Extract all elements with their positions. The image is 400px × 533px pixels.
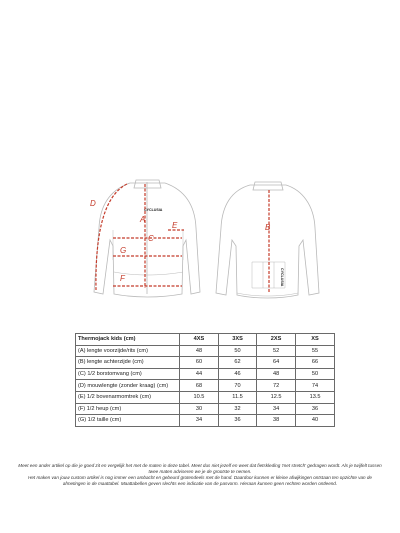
table-header-row: [76, 334, 335, 346]
table-cell: 50: [218, 345, 256, 357]
row-label: (A) lengte voorzijde/rits (cm): [76, 345, 180, 357]
table-cell: 74: [296, 380, 335, 392]
size-table: [75, 333, 335, 427]
table-cell: 48: [257, 368, 296, 380]
label-f: F: [120, 274, 125, 283]
table-row: [76, 391, 335, 403]
table-cell: 36: [218, 415, 256, 427]
label-d: D: [90, 199, 96, 208]
table-cell: 48: [180, 345, 219, 357]
header-cell: 3XS: [218, 334, 256, 346]
row-label: (D) mouwlengte (zonder kraag) (cm): [76, 380, 180, 392]
table-cell: 12.5: [257, 391, 296, 403]
table-cell: 40: [296, 415, 335, 427]
note-line-1: Meet een ander artikel op die je goed zit en vergelijk het met de maten in deze tabel. Meet dus niet jezelf en weet dat fietskleding 'met stretch' gedragen wordt. Als je twijfelt tussen: [18, 463, 382, 468]
table-row: [76, 415, 335, 427]
table-cell: 11.5: [218, 391, 256, 403]
table-cell: 34: [180, 415, 219, 427]
note-line-2: twee maten adviseren we je de grootste te nemen.: [148, 469, 252, 475]
row-label: (C) 1/2 borstomvang (cm): [76, 368, 180, 380]
table-cell: 62: [218, 357, 256, 369]
back-logo: CYCLUSIA: [280, 268, 284, 287]
row-label: (E) 1/2 bovenarmomtrek (cm): [76, 391, 180, 403]
table-row: [76, 380, 335, 392]
table-cell: 72: [257, 380, 296, 392]
table-cell: 50: [296, 368, 335, 380]
table-row: [76, 368, 335, 380]
table-cell: 52: [257, 345, 296, 357]
note-line-3: Het maken van jouw custom artikel is nog immer een ambacht en gebeurd grotendeels met de hand. Daardoor kunnen er kleine afwijkingen ontstaan ten opzichte van de: [28, 475, 372, 481]
table-cell: 68: [180, 380, 219, 392]
label-a: A: [140, 215, 146, 224]
table-row: [76, 345, 335, 357]
table-cell: 44: [180, 368, 219, 380]
table-row: [76, 403, 335, 415]
back-jacket: [216, 182, 319, 298]
table-cell: 32: [218, 403, 256, 415]
header-cell: XS: [296, 334, 335, 346]
table-cell: 30: [180, 403, 219, 415]
table-cell: 38: [257, 415, 296, 427]
table-cell: 55: [296, 345, 335, 357]
header-cell: 4XS: [180, 334, 219, 346]
label-c: C: [148, 234, 154, 243]
table-cell: 10.5: [180, 391, 219, 403]
label-e: E: [172, 221, 178, 230]
table-cell: 13.5: [296, 391, 335, 403]
table-cell: 70: [218, 380, 256, 392]
front-logo: CYCLUSIA: [144, 208, 163, 212]
size-advice-note: [6, 463, 394, 487]
note-line-4: afmetingen in de maattabel. Maattabellen geven slechts een indicatie van de pasvorm. Hieraan kunnen geen rechten worden ontleend.: [62, 481, 338, 487]
table-row: [76, 357, 335, 369]
table-cell: 36: [296, 403, 335, 415]
header-cell: 2XS: [257, 334, 296, 346]
table-cell: 64: [257, 357, 296, 369]
row-label: (F) 1/2 heup (cm): [76, 403, 180, 415]
label-b: B: [265, 223, 271, 232]
table-cell: 34: [257, 403, 296, 415]
label-g: G: [120, 246, 127, 255]
row-label: (B) lengte achterzijde (cm): [76, 357, 180, 369]
header-cell: Thermojack kids (cm): [76, 334, 180, 346]
table-cell: 66: [296, 357, 335, 369]
row-label: (G) 1/2 taille (cm): [76, 415, 180, 427]
table-cell: 46: [218, 368, 256, 380]
table-cell: 60: [180, 357, 219, 369]
